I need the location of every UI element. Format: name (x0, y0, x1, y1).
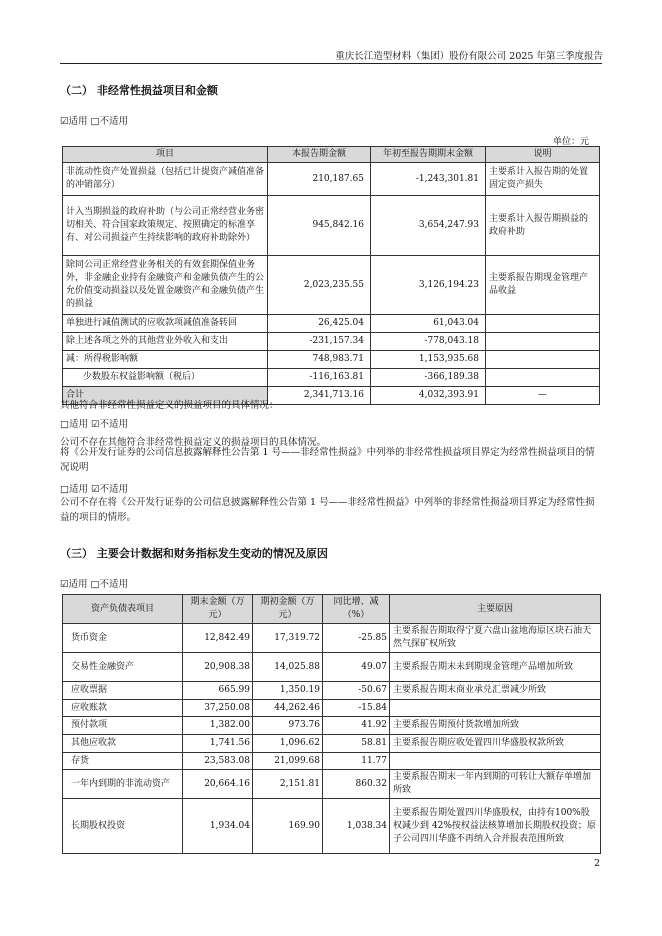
current-cell: 945,842.16 (268, 196, 371, 256)
table-row (63, 682, 601, 700)
ytd-cell: 61,043.04 (371, 315, 486, 333)
item-cell: 计入当期损益的政府补助（与公司正常经营业务密切相关、符合国家政策规定、按照确定的标准享有、对公司损益产生持续影响的政府补助除外） (63, 196, 268, 256)
section3-title: （三） 主要会计数据和财务指标发生变动的情况及原因 (60, 547, 328, 560)
reason-cell: 主要系报告期取得宁夏六盘山盆地海原区块石油天然气探矿权所致 (390, 624, 601, 653)
change-cell: -15.84 (323, 700, 390, 717)
reason-cell: 主要系报告期处置四川华盛股权，由持有100%股权减少到 42%按权益法核算增加长期股权投资；原子公司四川华盛不再纳入合并报表范围所致 (390, 799, 601, 854)
note-cell (486, 351, 600, 369)
current-cell: 210,187.65 (268, 163, 371, 196)
change-cell: 49.07 (323, 653, 390, 682)
item-cell: 其他应收款 (63, 735, 183, 753)
note-cell (486, 369, 600, 387)
table-row (63, 717, 601, 735)
ytd-cell: 3,126,194.23 (371, 256, 486, 315)
begin-cell: 169.90 (253, 799, 323, 854)
item-cell: 存货 (63, 753, 183, 770)
end-cell: 37,250.08 (183, 700, 253, 717)
item-cell: 减：所得税影响额 (63, 351, 268, 369)
unit-label: 单位：元 (552, 137, 589, 147)
column-header: 说明 (486, 147, 600, 163)
item-cell: 交易性金融资产 (63, 653, 183, 682)
table-row (63, 753, 601, 770)
item-cell: 除上述各项之外的其他营业外收入和支出 (63, 333, 268, 351)
change-cell: 11.77 (323, 753, 390, 770)
current-cell: 2,023,235.55 (268, 256, 371, 315)
definition-applicable: □适用 ☑不适用 (60, 484, 129, 495)
item-cell: 应收票据 (63, 682, 183, 700)
section2-applicable: ☑适用 □不适用 (60, 116, 129, 127)
ytd-cell: -1,243,301.81 (371, 163, 486, 196)
note-cell (486, 315, 600, 333)
item-cell: 应收账款 (63, 700, 183, 717)
current-cell: 748,983.71 (268, 351, 371, 369)
column-header: 年初至报告期期末金额 (371, 147, 486, 163)
section3-applicable: ☑适用 □不适用 (60, 579, 129, 590)
reason-cell: 主要系报告期应收处置四川华盛股权款所致 (390, 735, 601, 753)
column-header: 项目 (63, 147, 268, 163)
table-row (63, 196, 600, 256)
no-other-items-text: 公司不存在其他符合非经常性损益定义的损益项目的具体情况。 (60, 437, 327, 448)
table-row (63, 700, 601, 717)
item-cell: 少数股东权益影响额（税后） (63, 369, 268, 387)
column-header: 资产负债表项目 (63, 595, 183, 624)
balance-sheet-changes-table (62, 594, 601, 854)
total-current: 2,341,713.16 (268, 387, 371, 405)
table-row (63, 624, 601, 653)
total-label: 合计 (63, 387, 268, 405)
end-cell: 1,741.56 (183, 735, 253, 753)
end-cell: 1,934.04 (183, 799, 253, 854)
column-header: 期初金额（万元） (253, 595, 323, 624)
reason-cell (390, 753, 601, 770)
end-cell: 20,664.16 (183, 770, 253, 799)
reason-cell: 主要系报告期末商业承兑汇票减少所致 (390, 682, 601, 700)
other-items-label: 其他符合非经常性损益定义的损益项目的具体情况： (60, 400, 279, 411)
begin-cell: 1,350.19 (253, 682, 323, 700)
definition-text: 将《公开发行证券的公司信息披露解释性公告第 1 号——非经常性损益》中列举的非经常性损益项目界定为经常性损益项目的情况说明 (60, 447, 595, 473)
page-number: 2 (593, 858, 600, 869)
no-definition-text: 公司不存在将《公开发行证券的公司信息披露解释性公告第 1 号——非经常性损益》中列举的非经常性损益项目界定为经常性损益的项目的情形。 (60, 497, 595, 523)
other-items-applicable: □适用 ☑不适用 (60, 419, 129, 430)
end-cell: 23,583.08 (183, 753, 253, 770)
change-cell: -50.67 (323, 682, 390, 700)
reason-cell: 主要系报告期末一年内到期的可转让大额存单增加所致 (390, 770, 601, 799)
item-cell: 货币资金 (63, 624, 183, 653)
current-cell: 26,425.04 (268, 315, 371, 333)
section2-title: （二） 非经常性损益项目和金额 (60, 84, 218, 97)
table-row (63, 735, 601, 753)
begin-cell: 21,099.68 (253, 753, 323, 770)
ytd-cell: 1,153,935.68 (371, 351, 486, 369)
table-header (63, 595, 601, 624)
header-rule (60, 63, 602, 64)
item-cell: 长期股权投资 (63, 799, 183, 854)
table-header (63, 147, 600, 163)
item-cell: 非流动性资产处置损益（包括已计提资产减值准备的冲销部分） (63, 163, 268, 196)
ytd-cell: 3,654,247.93 (371, 196, 486, 256)
change-cell: 860.32 (323, 770, 390, 799)
nonrecurring-table (62, 146, 600, 405)
end-cell: 12,842.49 (183, 624, 253, 653)
end-cell: 1,382.00 (183, 717, 253, 735)
change-cell: 58.81 (323, 735, 390, 753)
reason-cell (390, 700, 601, 717)
item-cell: 单独进行减值测试的应收款项减值准备转回 (63, 315, 268, 333)
table-row (63, 369, 600, 387)
change-cell: 41.92 (323, 717, 390, 735)
column-header: 本报告期金额 (268, 147, 371, 163)
table-row (63, 770, 601, 799)
end-cell: 20,908.38 (183, 653, 253, 682)
page-header: 重庆长江造型材料（集团）股份有限公司 2025 年第三季度报告 (335, 51, 603, 62)
note-cell: 主要系计入报告期的处置固定资产损失 (486, 163, 600, 196)
column-header: 期末金额（万元） (183, 595, 253, 624)
end-cell: 665.99 (183, 682, 253, 700)
ytd-cell: -366,189.38 (371, 369, 486, 387)
ytd-cell: -778,043.18 (371, 333, 486, 351)
table-row (63, 799, 601, 854)
begin-cell: 44,262.46 (253, 700, 323, 717)
column-header: 同比增、减（%） (323, 595, 390, 624)
change-cell: 1,038.34 (323, 799, 390, 854)
note-cell (486, 333, 600, 351)
total-note: — (486, 387, 600, 405)
change-cell: -25.85 (323, 624, 390, 653)
table-row (63, 315, 600, 333)
begin-cell: 14,025.88 (253, 653, 323, 682)
item-cell: 除同公司正常经营业务相关的有效套期保值业务外，非金融企业持有金融资产和金融负债产生的公允价值变动损益以及处置金融资产和金融负债产生的损益 (63, 256, 268, 315)
column-header: 主要原因 (390, 595, 601, 624)
item-cell: 一年内到期的非流动资产 (63, 770, 183, 799)
table-row (63, 333, 600, 351)
begin-cell: 2,151.81 (253, 770, 323, 799)
table-row (63, 163, 600, 196)
reason-cell: 主要系报告期预付货款增加所致 (390, 717, 601, 735)
note-cell: 主要系计入报告期损益的政府补助 (486, 196, 600, 256)
begin-cell: 973.76 (253, 717, 323, 735)
table-row (63, 351, 600, 369)
item-cell: 预付款项 (63, 717, 183, 735)
begin-cell: 1,096.62 (253, 735, 323, 753)
current-cell: -116,163.81 (268, 369, 371, 387)
note-cell: 主要系报告期现金管理产品收益 (486, 256, 600, 315)
table-row (63, 653, 601, 682)
table-row (63, 256, 600, 315)
total-ytd: 4,032,393.91 (371, 387, 486, 405)
begin-cell: 17,319.72 (253, 624, 323, 653)
current-cell: -231,157.34 (268, 333, 371, 351)
reason-cell: 主要系报告期末未到期现金管理产品增加所致 (390, 653, 601, 682)
